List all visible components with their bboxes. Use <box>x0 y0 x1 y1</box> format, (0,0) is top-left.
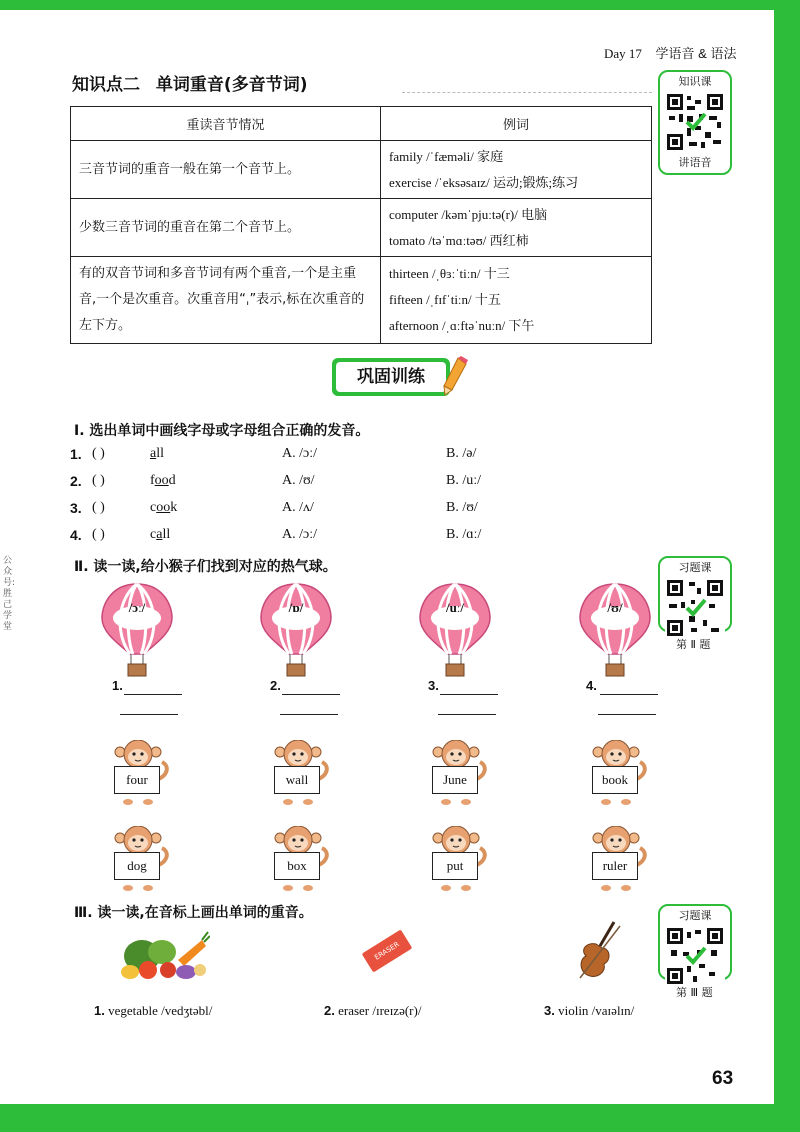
section-number: 知识点二 <box>72 75 140 95</box>
answer-line[interactable] <box>438 714 496 715</box>
eraser-icon: ERASER <box>362 929 413 972</box>
example-word: family /ˈfæməli/ 家庭 <box>389 148 504 164</box>
vegetables-icon <box>118 926 210 982</box>
question-word <box>150 446 164 462</box>
balloon-phonetic: /ɒ/ <box>288 600 304 615</box>
question-row <box>70 473 630 497</box>
rule-cell: 三音节词的重音一般在第一个音节上。 <box>71 141 381 199</box>
monkey-card <box>266 740 330 806</box>
page-number: 63 <box>712 1068 734 1089</box>
option-b: B. /ɑː/ <box>446 527 482 542</box>
qr-sub-label: 讲语音 <box>678 156 712 169</box>
qr-label: 习题课 <box>678 561 712 574</box>
hot-air-balloon <box>100 582 174 678</box>
example-word: computer /kəmˈpjuːtə(r)/ 电脑 <box>389 206 548 222</box>
answer-line[interactable] <box>120 714 178 715</box>
examples-cell <box>381 199 652 257</box>
answer-line[interactable] <box>124 694 182 695</box>
monkey-card <box>424 740 488 806</box>
blank-number: 4. <box>586 678 597 693</box>
table-header-rule: 重读音节情况 <box>71 107 381 141</box>
option-a: A. /ʌ/ <box>282 500 314 515</box>
part3-instruction: Ⅲ. 读一读,在音标上画出单词的重音。 <box>74 905 313 921</box>
word-part: c <box>150 527 157 542</box>
monkey-word: dog <box>114 852 160 880</box>
option-b: B. /ʊ/ <box>446 500 478 515</box>
monkey-word: June <box>432 766 478 794</box>
divider <box>402 92 652 93</box>
balloon-icon <box>418 582 492 678</box>
page-frame-top <box>0 0 800 10</box>
question-number: 4. <box>70 527 82 543</box>
monkey-card <box>584 826 648 892</box>
qr-knowledge-lesson[interactable] <box>658 70 732 175</box>
answer-blank[interactable]: ( ) <box>92 473 105 488</box>
monkey-card <box>106 826 170 892</box>
word-part: ll <box>156 446 164 461</box>
practice-banner <box>332 358 450 396</box>
qr-code-icon <box>665 578 725 638</box>
qr-sub-label: 第 Ⅲ 题 <box>676 986 713 999</box>
option-b: B. /ə/ <box>446 446 477 461</box>
question-number: 3. <box>70 500 82 516</box>
word-number: 3. <box>544 1003 555 1018</box>
question-word <box>150 473 176 489</box>
day-label: Day 17 <box>604 46 642 61</box>
word-number: 2. <box>324 1003 335 1018</box>
hot-air-balloon <box>418 582 492 678</box>
answer-line[interactable] <box>440 694 498 695</box>
monkey-card <box>266 826 330 892</box>
qr-label: 知识课 <box>678 75 712 88</box>
qr-code-icon <box>665 92 725 152</box>
qr-code-icon <box>665 926 725 986</box>
section-heading: 单词重音(多音节词) <box>155 75 308 95</box>
word-part: ll <box>162 527 171 542</box>
example-word: tomato /təˈmɑːtəʊ/ 西红柿 <box>389 232 529 248</box>
balloon-phonetic: /ʊ/ <box>607 600 623 615</box>
table-row <box>71 141 652 199</box>
section-title <box>72 70 307 95</box>
question-word <box>150 527 170 543</box>
question-number: 2. <box>70 473 82 489</box>
pencil-icon <box>442 356 468 396</box>
example-word: exercise /ˈeksəsaɪz/ 运动;锻炼;练习 <box>389 174 579 190</box>
answer-blank[interactable]: ( ) <box>92 527 105 542</box>
qr-label: 习题课 <box>678 909 712 922</box>
topic-label: 学语音 & 语法 <box>655 46 737 61</box>
example-word: thirteen /ˌθɜːˈtiːn/ 十三 <box>389 266 510 281</box>
qr-exercise-3[interactable] <box>658 904 732 980</box>
word-part: f <box>150 473 155 488</box>
stress-word <box>324 1003 421 1019</box>
question-row <box>70 527 630 551</box>
answer-blank[interactable]: ( ) <box>92 446 105 461</box>
balloon-phonetic: /uː/ <box>445 600 465 615</box>
blank-number: 2. <box>270 678 281 693</box>
table-row <box>71 199 652 257</box>
example-word: afternoon /ˌɑːftəˈnuːn/ 下午 <box>389 318 535 333</box>
page-frame-bottom <box>0 1104 800 1132</box>
monkey-card <box>106 740 170 806</box>
answer-line[interactable] <box>282 694 340 695</box>
page-frame-right <box>774 0 800 1132</box>
violin-icon <box>574 920 624 982</box>
word-text: eraser /ɪreɪzə(r)/ <box>338 1003 422 1018</box>
word-number: 1. <box>94 1003 105 1018</box>
qr-exercise-2[interactable] <box>658 556 732 632</box>
answer-line[interactable] <box>280 714 338 715</box>
examples-cell <box>381 141 652 199</box>
stress-word <box>94 1003 212 1019</box>
question-row <box>70 446 630 470</box>
word-part: d <box>168 473 176 488</box>
balloon-icon <box>259 582 333 678</box>
option-a: A. /ɔː/ <box>282 527 317 542</box>
side-watermark: 公众号:胜己学堂 <box>3 556 16 632</box>
hot-air-balloon <box>578 582 652 678</box>
monkey-word: wall <box>274 766 320 794</box>
balloon-icon <box>100 582 174 678</box>
rule-cell: 有的双音节词和多音节词有两个重音,一个是主重音,一个是次重音。次重音用“ˌ”表示,标在次重音的左下方。 <box>71 257 381 344</box>
option-a: A. /ʊ/ <box>282 473 315 488</box>
part1-instruction: Ⅰ. 选出单词中画线字母或字母组合正确的发音。 <box>74 423 370 439</box>
stress-rules-table <box>70 106 652 344</box>
word-part: c <box>150 500 157 515</box>
underlined-letters: oo <box>154 473 169 488</box>
stress-word <box>544 1003 634 1019</box>
answer-line[interactable] <box>600 694 658 695</box>
hot-air-balloon <box>259 582 333 678</box>
word-text: vegetable /vedʒtəbl/ <box>108 1003 213 1018</box>
examples-cell <box>381 257 652 344</box>
banner-title: 巩固训练 <box>336 362 446 392</box>
question-number: 1. <box>70 446 82 462</box>
running-header <box>604 43 736 62</box>
monkey-word: put <box>432 852 478 880</box>
part2-instruction: Ⅱ. 读一读,给小猴子们找到对应的热气球。 <box>74 559 337 575</box>
answer-blank[interactable]: ( ) <box>92 500 105 515</box>
blank-number: 3. <box>428 678 439 693</box>
monkey-word: four <box>114 766 160 794</box>
underlined-letters: a <box>150 446 157 461</box>
balloon-phonetic: /ɔː/ <box>128 600 146 615</box>
question-word <box>150 500 177 516</box>
balloon-icon <box>578 582 652 678</box>
answer-line[interactable] <box>598 714 656 715</box>
example-word: fifteen /ˌfɪfˈtiːn/ 十五 <box>389 292 501 307</box>
word-text: violin /vaɪəlɪn/ <box>558 1003 635 1018</box>
option-b: B. /uː/ <box>446 473 482 488</box>
underlined-letters: oo <box>156 500 171 515</box>
table-row <box>71 257 652 344</box>
question-row <box>70 500 630 524</box>
blank-number: 1. <box>112 678 123 693</box>
qr-sub-label: 第 Ⅱ 题 <box>676 638 711 651</box>
monkey-card <box>584 740 648 806</box>
monkey-card <box>424 826 488 892</box>
underlined-letters: a <box>156 527 163 542</box>
table-header-examples: 例词 <box>381 107 652 141</box>
word-part: k <box>170 500 178 515</box>
monkey-word: box <box>274 852 320 880</box>
monkey-word: book <box>592 766 638 794</box>
option-a: A. /ɔː/ <box>282 446 317 461</box>
rule-cell: 少数三音节词的重音在第二个音节上。 <box>71 199 381 257</box>
monkey-word: ruler <box>592 852 638 880</box>
